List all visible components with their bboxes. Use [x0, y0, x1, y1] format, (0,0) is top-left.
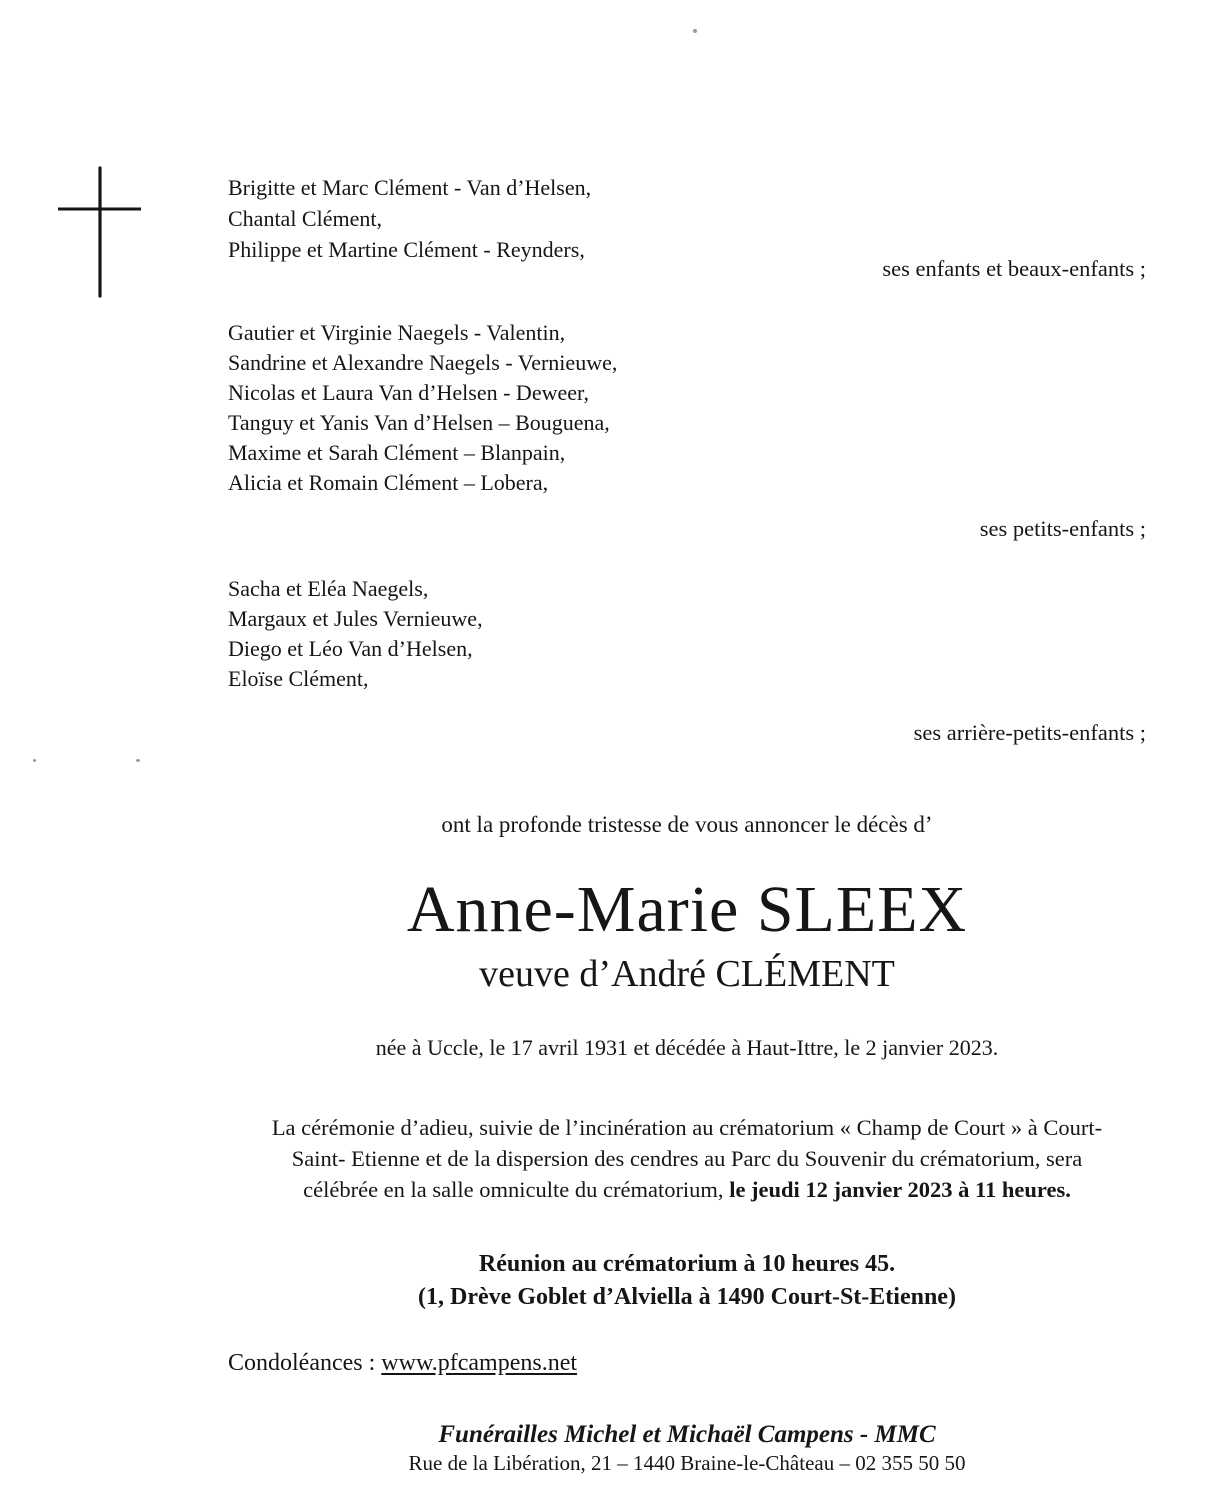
family-line: Sandrine et Alexandre Naegels - Vernieuwe, — [228, 350, 618, 375]
funeral-home-name: Funérailles Michel et Michaël Campens - MMC — [438, 1421, 936, 1448]
scan-speck — [693, 29, 697, 33]
great-grandchildren-names — [228, 574, 483, 694]
announcement-intro: ont la profonde tristesse de vous annoncer le décès d’ — [441, 812, 933, 837]
condolences-row — [228, 1350, 577, 1377]
life-dates: née à Uccle, le 17 avril 1931 et décédée à Haut-Ittre, le 2 janvier 2023. — [375, 1035, 999, 1060]
family-line: Chantal Clément, — [228, 206, 382, 231]
meeting-info — [228, 1248, 1146, 1314]
ceremony-date-bold: le jeudi 12 janvier 2023 à 11 heures. — [729, 1177, 1071, 1202]
deceased-name: Anne-Marie SLEEX — [406, 873, 968, 946]
family-line: Eloïse Clément, — [228, 666, 369, 691]
ceremony-line — [220, 1174, 1154, 1205]
scan-speck — [33, 759, 36, 762]
cross-icon — [40, 160, 160, 305]
family-line: Sacha et Eléa Naegels, — [228, 576, 429, 601]
grandchildren-label: ses petits-enfants ; — [979, 516, 1146, 541]
family-line: Brigitte et Marc Clément - Van d’Helsen, — [228, 175, 592, 200]
family-line: Diego et Léo Van d’Helsen, — [228, 636, 473, 661]
scan-speck — [136, 759, 140, 762]
meeting-time: Réunion au crématorium à 10 heures 45. — [478, 1251, 896, 1277]
ceremony-line-text: célébrée en la salle omniculte du crématorium, — [303, 1177, 730, 1202]
family-line: Gautier et Virginie Naegels - Valentin, — [228, 320, 566, 345]
deceased-relation: veuve d’André CLÉMENT — [479, 953, 895, 995]
family-line: Philippe et Martine Clément - Reynders, — [228, 237, 585, 262]
family-line: Tanguy et Yanis Van d’Helsen – Bouguena, — [228, 410, 610, 435]
family-line: Alicia et Romain Clément – Lobera, — [228, 470, 549, 495]
ceremony-line: La cérémonie d’adieu, suivie de l’incinération au crématorium « Champ de Court » à Court- — [271, 1115, 1103, 1140]
great-grandchildren-label: ses arrière-petits-enfants ; — [913, 720, 1146, 745]
children-label: ses enfants et beaux-enfants ; — [882, 256, 1146, 281]
meeting-address: (1, Drève Goblet d’Alviella à 1490 Court-St-Etienne) — [418, 1284, 956, 1310]
family-line: Nicolas et Laura Van d’Helsen - Deweer, — [228, 380, 589, 405]
condolences-link[interactable]: www.pfcampens.net — [381, 1350, 578, 1376]
children-names — [228, 172, 591, 265]
ceremony-line: Saint- Etienne et de la dispersion des cendres au Parc du Souvenir du crématorium, sera — [291, 1146, 1083, 1171]
grandchildren-names — [228, 318, 617, 498]
ceremony-paragraph — [220, 1112, 1154, 1205]
family-line: Maxime et Sarah Clément – Blanpain, — [228, 440, 566, 465]
condolences-label: Condoléances : — [228, 1350, 382, 1376]
family-line: Margaux et Jules Vernieuwe, — [228, 606, 483, 631]
funeral-home-address: Rue de la Libération, 21 – 1440 Braine-le-Château – 02 355 50 50 — [408, 1451, 966, 1475]
